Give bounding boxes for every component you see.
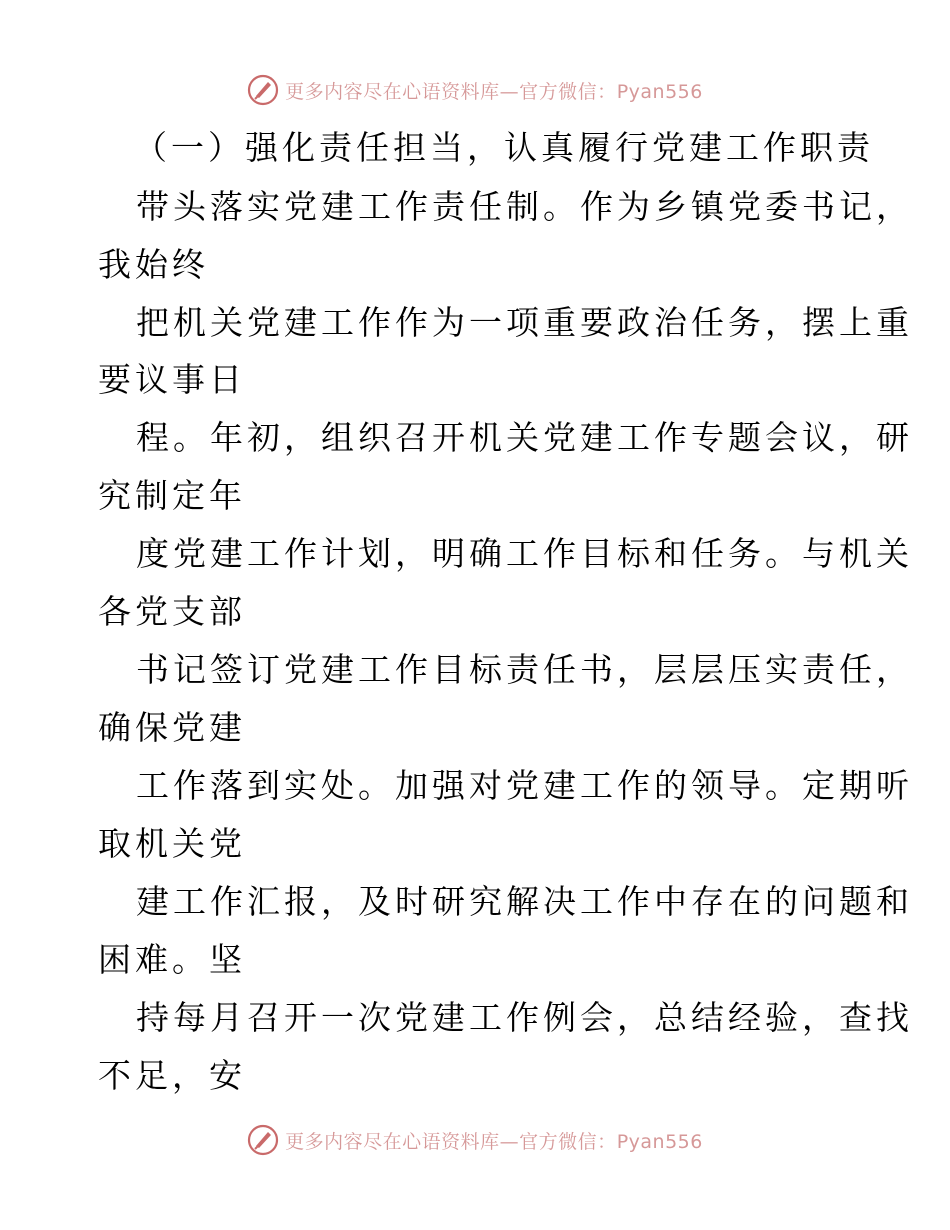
paragraph-line: 度党建工作计划，明确工作目标和任务。与机关 (136, 534, 913, 573)
paragraph-line: 带头落实党建工作责任制。作为乡镇党委书记， (136, 187, 913, 226)
watermark-wechat-label: 官方微信： (519, 1130, 617, 1153)
paragraph-line: 书记签订党建工作目标责任书，层层压实责任， (136, 650, 913, 689)
paragraph-line: 困难。坚 (98, 940, 246, 979)
paragraph-line: 究制定年 (98, 476, 246, 515)
paragraph-line: 不足，安 (98, 1056, 246, 1095)
watermark-text: 更多内容尽在心语资料库 (285, 80, 500, 103)
watermark-text: 更多内容尽在心语资料库 (285, 1130, 500, 1153)
paragraph-line: 确保党建 (98, 708, 246, 747)
header-watermark (0, 70, 950, 110)
paragraph-line: 持每月召开一次党建工作例会，总结经验，查找 (136, 998, 913, 1037)
paragraph-line: 程。年初，组织召开机关党建工作专题会议，研 (136, 418, 913, 457)
quill-seal-icon (247, 1124, 279, 1156)
paragraph-line: 我始终 (98, 245, 209, 284)
watermark-wechat-id: Pyan556 (616, 1130, 703, 1153)
footer-watermark (0, 1120, 950, 1160)
paragraph-line: 各党支部 (98, 592, 246, 631)
quill-seal-icon (247, 74, 279, 106)
watermark-wechat-id: Pyan556 (616, 80, 703, 103)
paragraph-line: 把机关党建工作作为一项重要政治任务，摆上重 (136, 303, 913, 342)
watermark-wechat-label: 官方微信： (519, 80, 617, 103)
paragraph-line: 要议事日 (98, 360, 246, 399)
paragraph-line: 工作落到实处。加强对党建工作的领导。定期听 (136, 766, 913, 805)
paragraph-line: 建工作汇报，及时研究解决工作中存在的问题和 (136, 882, 913, 921)
watermark-dash: — (499, 80, 520, 103)
watermark-dash: — (499, 1130, 520, 1153)
section-heading: （一）强化责任担当，认真履行党建工作职责 (134, 128, 874, 167)
paragraph-line: 取机关党 (98, 824, 246, 863)
